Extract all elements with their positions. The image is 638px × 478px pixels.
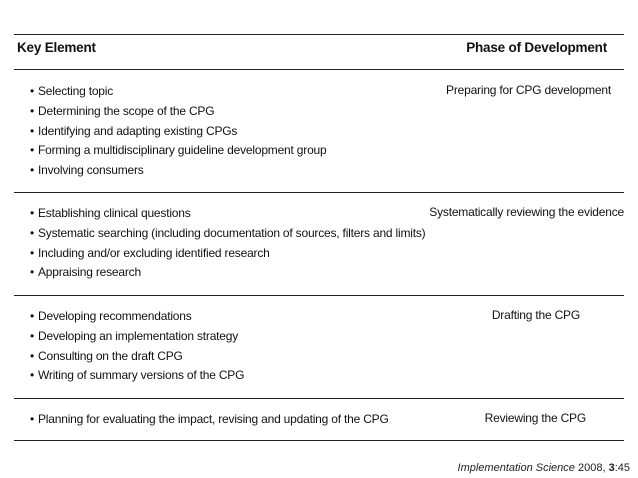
column-header-phase: Phase of Development — [466, 40, 607, 55]
list-item: • Forming a multidisciplinary guideline development group — [30, 141, 327, 161]
bullet: • — [30, 412, 35, 426]
bullet: • — [30, 143, 35, 158]
bullet: • — [30, 328, 35, 343]
bullet: • — [30, 84, 35, 98]
list-item: • Involving consumers — [30, 161, 327, 181]
list-item: • Appraising research — [30, 263, 425, 283]
row-divider — [14, 192, 624, 193]
citation-journal: Implementation Science — [457, 462, 575, 474]
bullet: • — [30, 348, 35, 363]
table-bottom-rule — [14, 440, 624, 441]
list-item: • Including and/or excluding identified research — [30, 244, 425, 264]
row-divider — [14, 398, 624, 399]
phase-label: Preparing for CPG development — [446, 83, 611, 97]
list-item: • Writing of summary versions of the CPG — [30, 366, 244, 386]
phase-label: Drafting the CPG — [491, 308, 580, 322]
list-item: • Systematic searching (including documentation of sources, filters and limits) — [30, 224, 425, 244]
key-element-list — [30, 204, 425, 283]
key-element-list — [30, 82, 327, 181]
list-item: • Determining the scope of the CPG — [30, 102, 327, 122]
list-item: • Developing an implementation strategy — [30, 327, 244, 347]
citation-year: 2008, — [577, 462, 606, 474]
list-item: • Consulting on the draft CPG — [30, 347, 244, 367]
bullet: • — [30, 225, 35, 240]
key-element-list — [30, 410, 389, 430]
bullet: • — [30, 163, 35, 178]
column-header-key-element: Key Element — [17, 40, 96, 55]
row-divider — [14, 295, 624, 296]
table-top-rule — [14, 34, 624, 35]
header-divider — [14, 69, 624, 70]
bullet: • — [30, 368, 35, 383]
key-element-list — [30, 307, 244, 386]
citation-volume: 3 — [608, 462, 615, 474]
list-item: • Establishing clinical questions — [30, 204, 425, 224]
bullet: • — [30, 123, 35, 138]
bullet: • — [30, 309, 35, 323]
phase-label: Reviewing the CPG — [484, 411, 586, 425]
bullet: • — [30, 103, 35, 118]
list-item: • Selecting topic — [30, 82, 327, 102]
list-item: • Planning for evaluating the impact, revising and updating of the CPG — [30, 410, 389, 430]
phase-label: Systematically reviewing the evidence — [429, 205, 624, 219]
bullet: • — [30, 265, 35, 280]
bullet: • — [30, 206, 35, 220]
list-item: • Developing recommendations — [30, 307, 244, 327]
citation-page: :45 — [614, 462, 630, 474]
list-item: • Identifying and adapting existing CPGs — [30, 122, 327, 142]
citation — [458, 462, 630, 474]
bullet: • — [30, 245, 35, 260]
